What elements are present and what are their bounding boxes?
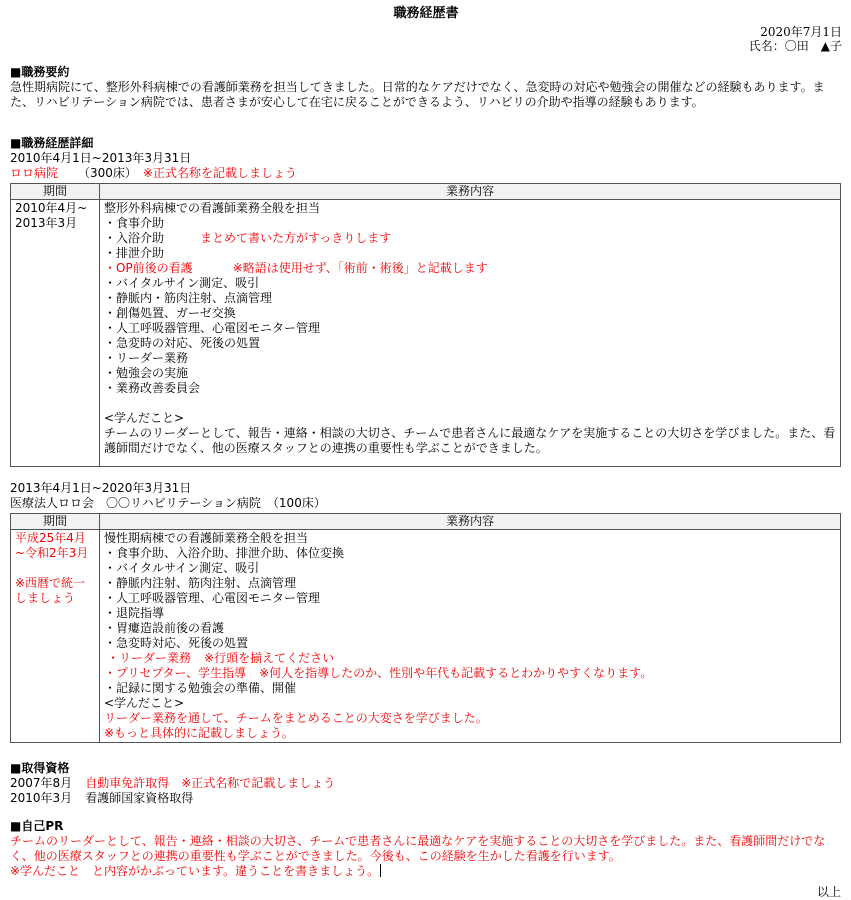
text-line: [104, 351, 836, 366]
text-segment: ・OP前後の看護: [104, 261, 193, 275]
text-segment: ・食事介助、入浴介助、排泄介助、体位変換: [104, 546, 345, 560]
text-segment: <学んだこと>: [104, 696, 185, 710]
job1-employer-note: ※正式名称を記載しましょう: [142, 166, 297, 180]
text-line: [15, 561, 95, 576]
text-line: [15, 591, 95, 606]
text-line: [104, 381, 836, 396]
text-line: [10, 791, 842, 806]
text-segment: ・バイタルサイン測定、吸引: [104, 561, 260, 575]
text-line: [104, 321, 836, 336]
text-segment: ・バイタルサイン測定、吸引: [104, 276, 260, 290]
job1-table-row: [11, 200, 841, 467]
text-segment: ※もっと具体的に記載しましょう。: [104, 726, 295, 740]
text-segment: ・リーダー業務: [107, 651, 192, 665]
job1-employer-line: [10, 166, 842, 181]
text-line: [104, 636, 836, 651]
text-line: [104, 666, 836, 681]
text-segment: ・業務改善委員会: [104, 381, 201, 395]
text-line: [104, 681, 836, 696]
job2-period-cell: [11, 530, 100, 743]
text-segment: リーダー業務を通して、チームをまとめることの大変さを学びました。: [104, 711, 488, 725]
pr-body: チームのリーダーとして、報告・連絡・相談の大切さ、チームで患者さんに最適なケアを実施することの大切さを学びました。また、看護師間だけでなく、他の医療スタッフとの連携の重要性も学ぶことができました。今後も、この経験を生かした看護を行います。: [10, 834, 826, 863]
text-line: [15, 576, 95, 591]
text-line: [104, 276, 836, 291]
text-line: [104, 711, 836, 726]
job2-table: [10, 513, 841, 743]
date-line: 2020年7月1日: [760, 25, 842, 39]
text-segment: 2010年4月~: [15, 201, 88, 215]
text-segment: ※行頭を揃えてください: [204, 651, 335, 665]
text-segment: 慢性期病棟での看護師業務全般を担当: [104, 531, 309, 545]
pr-note-line: [10, 864, 842, 879]
text-segment: ・静脈内・筋肉注射、点滴管理: [104, 291, 273, 305]
job1-period-cell: [11, 200, 100, 467]
text-line: [104, 546, 836, 561]
job2-duties-cell: [100, 530, 841, 743]
text-segment: ・胃瘻造設前後の看護: [104, 621, 225, 635]
text-segment: ・勉強会の実施: [104, 366, 189, 380]
closing-word: 以上: [816, 885, 841, 899]
text-segment: ・プリセプター、学生指導: [104, 666, 247, 680]
text-line: [104, 201, 836, 216]
text-segment: ・排泄介助: [104, 246, 165, 260]
text-segment: ・創傷処置、ガーゼ交換: [104, 306, 236, 320]
text-line: [104, 561, 836, 576]
job2-period-header: 期間: [11, 514, 100, 530]
text-line: [104, 726, 836, 741]
summary-body: 急性期病院にて、整形外科病棟での看護師業務を担当してきました。日常的なケアだけでなく、急変時の対応や勉強会の開催などの経験もあります。また、リハビリテーション病院では、患者さまが安心して在宅に戻ることができるよう、リハビリの介助や指導の経験もあります。: [10, 80, 825, 109]
text-segment: ・人工呼吸器管理、心電図モニター管理: [104, 321, 321, 335]
text-cursor: [380, 864, 381, 877]
job1-duties-cell: [100, 200, 841, 467]
text-segment: ※西暦で統一: [15, 576, 86, 590]
text-segment: チームのリーダーとして、報告・連絡・相談の大切さ、チームで患者さんに最適なケアを実施することの大切さを学びました。また、看護師間だけでなく、他の医療スタッフとの連携の重要性も学ぶことができました。: [104, 426, 836, 455]
text-segment: 2007年8月: [10, 776, 73, 790]
job1-period-header: 期間: [11, 184, 100, 200]
text-line: [104, 531, 836, 546]
text-line: [104, 411, 836, 426]
text-segment: ・静脈内注射、筋肉注射、点滴管理: [104, 576, 297, 590]
text-line: [15, 546, 95, 561]
text-segment: 平成25年4月: [15, 531, 86, 545]
text-line: [104, 306, 836, 321]
career-heading: ■職務経歴詳細: [10, 136, 94, 150]
text-segment: ・急変時対応、死後の処置: [104, 636, 249, 650]
text-segment: ・退院指導: [104, 606, 165, 620]
text-segment: ~令和2年3月: [15, 546, 89, 560]
text-line: [104, 246, 836, 261]
text-line: [104, 426, 836, 456]
job1-employer-beds: （300床）: [78, 166, 137, 180]
pr-heading: ■自己PR: [10, 819, 64, 833]
qualifications-heading: ■取得資格: [10, 761, 70, 775]
text-segment: 自動車免許取得 ※正式名称で記載しましょう: [85, 776, 336, 790]
text-line: [104, 366, 836, 381]
text-line: [104, 231, 836, 246]
text-segment: 看護師国家資格取得: [85, 791, 194, 805]
text-line: [104, 576, 836, 591]
text-segment: ※何人を指導したのか、性別や年代も記載するとわかりやすくなります。: [259, 666, 653, 680]
job2-duties-header: 業務内容: [100, 514, 841, 530]
text-segment: ・リーダー業務: [104, 351, 189, 365]
job2-table-header-row: [11, 514, 841, 530]
text-line: [15, 201, 95, 216]
text-line: [104, 261, 836, 276]
text-line: [104, 606, 836, 621]
job1-period-line: 2010年4月1日~2013年3月31日: [10, 151, 192, 165]
text-line: [104, 696, 836, 711]
text-segment: 2013年3月: [15, 216, 78, 230]
job2-employer-line: 医療法人ロロ会 〇〇リハビリテーション病院 （100床）: [10, 496, 326, 510]
text-segment: ・急変時の対応、死後の処置: [104, 336, 261, 350]
text-line: [104, 651, 836, 666]
header-meta: [10, 25, 842, 53]
text-segment: ・人工呼吸器管理、心電図モニター管理: [104, 591, 321, 605]
pr-note: ※学んだこと と内容がかぶっています。違うことを書きましょう。: [10, 864, 380, 878]
text-segment: 整形外科病棟での看護師業務全般を担当: [104, 201, 321, 215]
text-segment: ・記録に関する勉強会の準備、開催: [104, 681, 297, 695]
text-line: [104, 591, 836, 606]
qualifications-list: [10, 776, 842, 806]
job1-table-header-row: [11, 184, 841, 200]
text-segment: <学んだこと>: [104, 411, 185, 425]
job2-period-line: 2013年4月1日~2020年3月31日: [10, 481, 192, 495]
text-segment: ・入浴介助: [104, 231, 165, 245]
document-title: 職務経歴書: [393, 6, 459, 21]
text-segment: しましょう: [15, 591, 76, 605]
name-line: 氏名：〇田 ▲子: [748, 39, 842, 53]
summary-heading: ■職務要約: [10, 65, 70, 79]
text-line: [15, 216, 95, 231]
text-line: [104, 336, 836, 351]
text-segment: ・食事介助: [104, 216, 165, 230]
text-line: [104, 621, 836, 636]
text-segment: まとめて書いた方がすっきりします: [200, 231, 392, 245]
job1-table: [10, 183, 841, 467]
text-segment: ※略語は使用せず、「術前・術後」と記載します: [232, 261, 488, 275]
text-line: [104, 291, 836, 306]
job2-table-row: [11, 530, 841, 743]
text-line: [10, 776, 842, 791]
text-line: [104, 396, 836, 411]
text-line: [104, 216, 836, 231]
text-line: [15, 531, 95, 546]
text-segment: 2010年3月: [10, 791, 73, 805]
job1-employer-name: ロロ病院: [10, 166, 59, 180]
job1-duties-header: 業務内容: [100, 184, 841, 200]
